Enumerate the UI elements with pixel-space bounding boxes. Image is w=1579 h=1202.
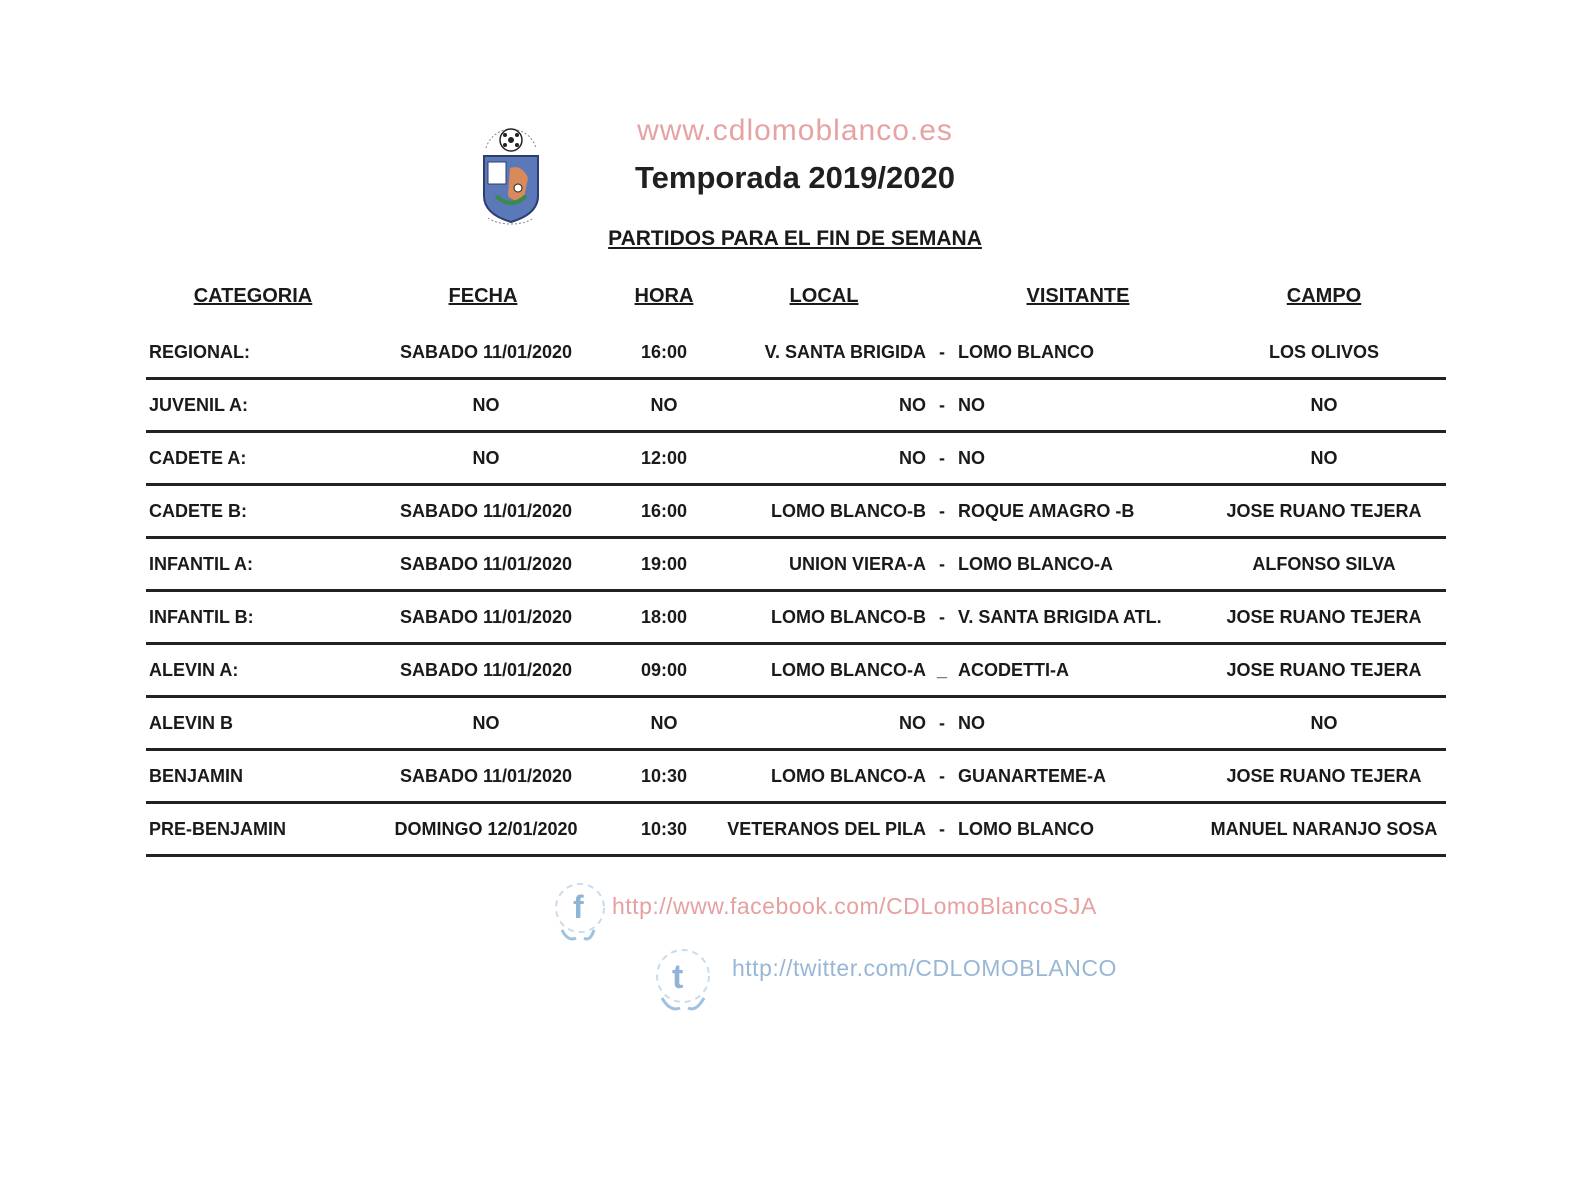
match-separator: _ — [936, 660, 947, 680]
away-team-cell: LOMO BLANCO — [958, 819, 1094, 839]
table-row — [146, 327, 1446, 380]
date-cell: NO — [472, 713, 500, 733]
home-team-cell: VETERANOS DEL PILA — [727, 819, 926, 839]
match-separator: - — [939, 554, 945, 574]
svg-text:f: f — [573, 889, 584, 925]
table-row — [146, 592, 1446, 645]
category-cell: ALEVIN A: — [149, 660, 239, 680]
home-team-cell: NO — [899, 448, 926, 468]
field-cell: NO — [1310, 395, 1338, 415]
column-header-field: CAMPO — [1286, 285, 1362, 307]
home-team-cell: NO — [899, 713, 926, 733]
category-cell: PRE-BENJAMIN — [149, 819, 287, 839]
match-separator: - — [939, 501, 945, 521]
away-team-cell: ACODETTI-A — [958, 660, 1069, 680]
home-team-cell: LOMO BLANCO-B — [771, 501, 926, 521]
table-row — [146, 751, 1446, 804]
away-team-cell: NO — [958, 395, 985, 415]
column-header-time: HORA — [634, 285, 694, 307]
website-url[interactable]: www.cdlomoblanco.es — [637, 114, 953, 147]
time-cell: 10:30 — [640, 819, 688, 839]
category-cell: INFANTIL A: — [149, 554, 253, 574]
column-header-away: VISITANTE — [1026, 285, 1130, 307]
date-cell: SABADO 11/01/2020 — [399, 607, 573, 627]
table-row — [146, 486, 1446, 539]
page-subtitle: PARTIDOS PARA EL FIN DE SEMANA — [608, 227, 982, 250]
home-team-cell: V. SANTA BRIGIDA — [764, 342, 926, 362]
field-cell: JOSE RUANO TEJERA — [1226, 660, 1422, 680]
time-cell: NO — [650, 713, 678, 733]
fixtures-table — [146, 327, 1446, 857]
date-cell: DOMINGO 12/01/2020 — [394, 819, 578, 839]
category-cell: CADETE B: — [149, 501, 247, 521]
column-header-date: FECHA — [448, 285, 518, 307]
match-separator: - — [939, 713, 945, 733]
away-team-cell: V. SANTA BRIGIDA ATL. — [958, 607, 1162, 627]
away-team-cell: LOMO BLANCO-A — [958, 554, 1113, 574]
table-row — [146, 539, 1446, 592]
category-cell: INFANTIL B: — [149, 607, 254, 627]
time-cell: 18:00 — [640, 607, 688, 627]
column-header-home: LOCAL — [789, 285, 859, 307]
match-separator: - — [939, 607, 945, 627]
time-cell: 19:00 — [640, 554, 688, 574]
twitter-link[interactable]: http://twitter.com/CDLOMOBLANCO — [732, 955, 1117, 981]
field-cell: JOSE RUANO TEJERA — [1226, 607, 1422, 627]
field-cell: NO — [1310, 713, 1338, 733]
away-team-cell: NO — [958, 713, 985, 733]
svg-text:t: t — [672, 958, 684, 996]
category-cell: BENJAMIN — [149, 766, 244, 786]
date-cell: SABADO 11/01/2020 — [399, 501, 573, 521]
field-cell: LOS OLIVOS — [1268, 342, 1379, 362]
twitter-icon[interactable] — [650, 940, 716, 1018]
date-cell: SABADO 11/01/2020 — [399, 342, 573, 362]
away-team-cell: NO — [958, 448, 985, 468]
time-cell: 12:00 — [640, 448, 688, 468]
match-separator: - — [939, 819, 945, 839]
time-cell: 16:00 — [640, 501, 688, 521]
away-team-cell: GUANARTEME-A — [958, 766, 1106, 786]
date-cell: SABADO 11/01/2020 — [399, 766, 573, 786]
home-team-cell: LOMO BLANCO-B — [771, 607, 926, 627]
category-cell: REGIONAL: — [149, 342, 250, 362]
facebook-icon[interactable] — [552, 872, 608, 950]
field-cell: JOSE RUANO TEJERA — [1226, 501, 1422, 521]
home-team-cell: LOMO BLANCO-A — [771, 766, 926, 786]
match-separator: - — [939, 395, 945, 415]
away-team-cell: LOMO BLANCO — [958, 342, 1094, 362]
date-cell: NO — [472, 448, 500, 468]
season-title: Temporada 2019/2020 — [635, 160, 955, 195]
date-cell: NO — [472, 395, 500, 415]
field-cell: NO — [1310, 448, 1338, 468]
home-team-cell: NO — [899, 395, 926, 415]
time-cell: 10:30 — [640, 766, 688, 786]
time-cell: NO — [650, 395, 678, 415]
table-row — [146, 698, 1446, 751]
match-separator: - — [939, 766, 945, 786]
date-cell: SABADO 11/01/2020 — [399, 660, 573, 680]
match-separator: - — [939, 448, 945, 468]
field-cell: MANUEL NARANJO SOSA — [1210, 819, 1438, 839]
match-separator: - — [939, 342, 945, 362]
column-header-category: CATEGORIA — [193, 285, 313, 307]
date-cell: SABADO 11/01/2020 — [399, 554, 573, 574]
table-row — [146, 433, 1446, 486]
club-crest-logo — [478, 118, 544, 230]
time-cell: 16:00 — [640, 342, 688, 362]
home-team-cell: LOMO BLANCO-A — [771, 660, 926, 680]
time-cell: 09:00 — [640, 660, 688, 680]
facebook-link[interactable]: http://www.facebook.com/CDLomoBlancoSJA — [612, 893, 1097, 919]
category-cell: JUVENIL A: — [149, 395, 249, 415]
category-cell: CADETE A: — [149, 448, 247, 468]
table-row — [146, 804, 1446, 857]
home-team-cell: UNION VIERA-A — [788, 554, 926, 574]
field-cell: JOSE RUANO TEJERA — [1226, 766, 1422, 786]
field-cell: ALFONSO SILVA — [1252, 554, 1396, 574]
table-row — [146, 380, 1446, 433]
table-row — [146, 645, 1446, 698]
away-team-cell: ROQUE AMAGRO -B — [958, 501, 1135, 521]
category-cell: ALEVIN B — [149, 713, 234, 733]
